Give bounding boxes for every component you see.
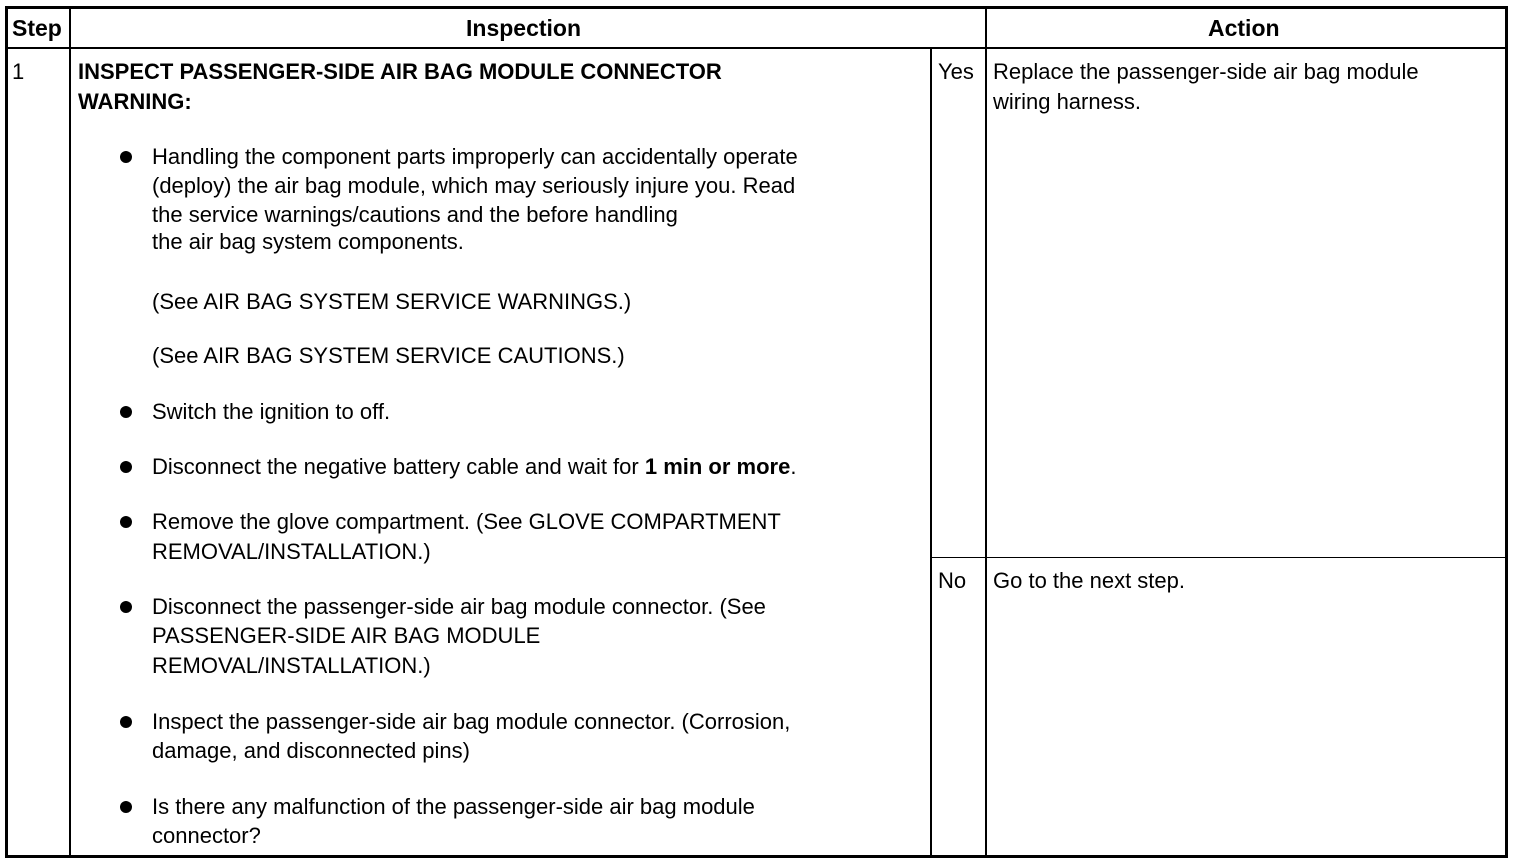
bullet-icon <box>120 801 132 813</box>
no-label: No <box>938 568 967 593</box>
wait-duration: 1 min or more <box>644 454 791 479</box>
question-line: Is there any malfunction of the passenger-side air bag module <box>152 794 755 819</box>
disconnect-battery-text: Disconnect the negative battery cable and wait for <box>152 454 645 479</box>
warning-text-line: Handling the component parts improperly can accidentally operate <box>152 144 798 169</box>
yes-action-line: Replace the passenger-side air bag module <box>993 59 1419 84</box>
glove-step-line: REMOVAL/INSTALLATION.) <box>152 539 431 564</box>
disconnect-battery-step <box>152 452 796 481</box>
connector-step-line: PASSENGER-SIDE AIR BAG MODULE <box>152 623 541 648</box>
question-line: connector? <box>152 823 261 848</box>
warning-text-line: the service warnings/cautions and the before handling <box>152 202 678 227</box>
header-inspection: Inspection <box>466 15 582 41</box>
yes-no-divider <box>930 557 1508 558</box>
warning-text-line: the air bag system components. <box>152 229 464 254</box>
bullet-icon <box>120 601 132 613</box>
see-cautions-ref: (See AIR BAG SYSTEM SERVICE CAUTIONS.) <box>152 343 625 368</box>
connector-step-line: REMOVAL/INSTALLATION.) <box>152 653 431 678</box>
no-action-line: Go to the next step. <box>993 568 1186 593</box>
inspect-step-line: Inspect the passenger-side air bag module connector. (Corrosion, <box>152 709 791 734</box>
inspection-title: INSPECT PASSENGER-SIDE AIR BAG MODULE CONNECTOR <box>78 59 722 84</box>
header-step: Step <box>12 15 62 41</box>
connector-step-line: Disconnect the passenger-side air bag module connector. (See <box>152 594 766 619</box>
bullet-icon <box>120 406 132 418</box>
header-divider <box>5 47 1508 49</box>
warning-heading: WARNING: <box>78 89 192 114</box>
yes-label: Yes <box>938 59 974 84</box>
bullet-icon <box>120 716 132 728</box>
bullet-icon <box>120 516 132 528</box>
header-action: Action <box>1208 15 1280 41</box>
glove-step-line: Remove the glove compartment. (See GLOVE COMPARTMENT <box>152 509 781 534</box>
divider-step <box>69 6 71 858</box>
disconnect-battery-end: . <box>790 454 797 479</box>
divider-yesno <box>930 48 932 858</box>
bullet-icon <box>120 151 132 163</box>
see-warnings-ref: (See AIR BAG SYSTEM SERVICE WARNINGS.) <box>152 289 632 314</box>
step-number: 1 <box>12 59 25 84</box>
inspect-step-line: damage, and disconnected pins) <box>152 738 470 763</box>
yes-action-line: wiring harness. <box>993 89 1141 114</box>
warning-text-line: (deploy) the air bag module, which may seriously injure you. Read <box>152 173 796 198</box>
divider-inspection-action <box>985 6 987 858</box>
ignition-off-step: Switch the ignition to off. <box>152 399 391 424</box>
bullet-icon <box>120 461 132 473</box>
